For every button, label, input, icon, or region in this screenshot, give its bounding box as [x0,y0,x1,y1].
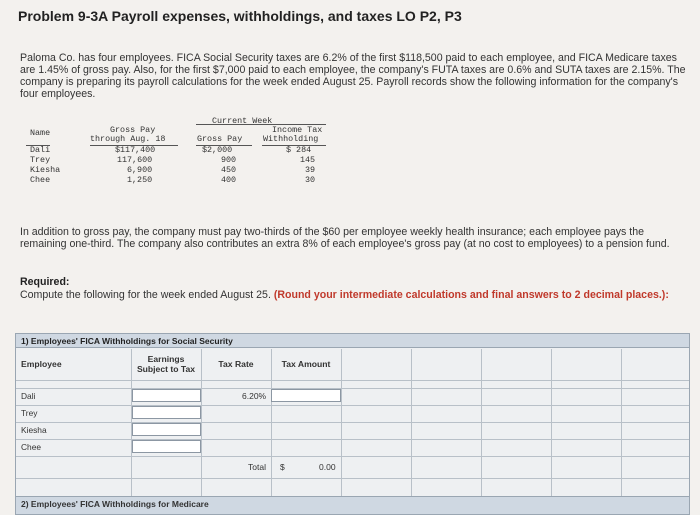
grid-vline [201,349,202,514]
row-gross: 450 [221,165,237,175]
col-amount-header: Tax Amount [281,359,331,369]
earnings-input-chee[interactable] [132,440,201,453]
grid-vline [271,349,272,514]
col-through-header-2: through Aug. 18 [90,134,166,144]
health-insurance-paragraph: In addition to gross pay, the company must pay two-thirds of the $60 per employee weekly health insurance; each employee pays the remaining one-third. The company also contributes an extra 8% of each employee's gross pay (at no cost to employees) to a pension fund. [20,226,670,250]
total-currency: $ [280,462,285,472]
earnings-input-kiesha[interactable] [132,423,201,436]
required-label: Required: [20,276,70,288]
col-earnings-header: Earnings Subject to Tax [136,354,196,374]
required-section [20,276,680,301]
row-through: 117,600 [117,155,153,165]
grid-vline [411,349,412,514]
problem-intro: Paloma Co. has four employees. FICA Social Security taxes are 6.2% of the first $118,500 paid to each employee, and FICA Medicare taxes are 1.45% of gross pay. Also, for the first $7,000 paid to each employee, the company's FUTA taxes are 0.6% and SUTA taxes are 2.15%. The company is preparing its payroll calculations for the week ended August 25. Payroll records show the following information for the company's four employees. [20,52,686,100]
grid-hline [16,439,689,440]
col-through-header-1: Gross Pay [110,125,156,135]
row-through: 6,900 [127,165,153,175]
row-gross: 900 [221,155,237,165]
row-name: Trey [30,155,51,165]
col-employee-header: Employee [21,359,62,369]
row-gross: $2,000 [202,145,233,155]
col-tax-header-1: Income Tax [272,125,323,135]
tax-rate-value: 6.20% [242,391,267,401]
grid-hline [16,405,689,406]
row-tax: 39 [305,165,316,175]
fica-ss-grid [15,333,690,515]
grid-hline [16,388,689,389]
row-tax: 30 [305,175,316,185]
page-title: Problem 9-3A Payroll expenses, withholdings, and taxes LO P2, P3 [18,8,462,24]
total-value: 0.00 [319,462,336,472]
rounding-instruction: (Round your intermediate calculations and final answers to 2 decimal places.): [273,288,669,301]
grid-hline [16,422,689,423]
employee-label-kiesha: Kiesha [21,425,47,435]
grid-vline [551,349,552,514]
earnings-input-trey[interactable] [132,406,201,419]
earnings-input-dali[interactable] [132,389,201,402]
grid-vline [341,349,342,514]
section-1-title: 1) Employees' FICA Withholdings for Social Security [16,334,689,348]
col-rate-header: Tax Rate [218,359,254,369]
row-name: Kiesha [30,165,61,175]
tax-amount-input-dali[interactable] [271,389,341,402]
row-tax: $ 284 [286,145,312,155]
grid-vline [481,349,482,514]
row-name: Chee [30,175,51,185]
total-label: Total [248,462,266,472]
employee-label-trey: Trey [21,408,38,418]
row-name: Dali [30,145,51,155]
grid-hline [16,380,689,381]
row-gross: 400 [221,175,237,185]
current-week-label: Current Week [212,116,273,126]
grid-hline [16,478,689,479]
grid-hline [16,456,689,457]
row-through: 1,250 [127,175,153,185]
section-2-title: 2) Employees' FICA Withholdings for Medicare [16,496,689,514]
required-text: Compute the following for the week ended August 25. [20,288,271,301]
employee-label-chee: Chee [21,442,42,452]
row-through: $117,400 [115,145,156,155]
grid-vline [621,349,622,514]
col-gross-header: Gross Pay [197,134,243,144]
col-tax-header-2: Withholding [263,134,319,144]
row-tax: 145 [300,155,316,165]
col-name-header: Name [30,128,51,138]
employee-label-dali: Dali [21,391,36,401]
